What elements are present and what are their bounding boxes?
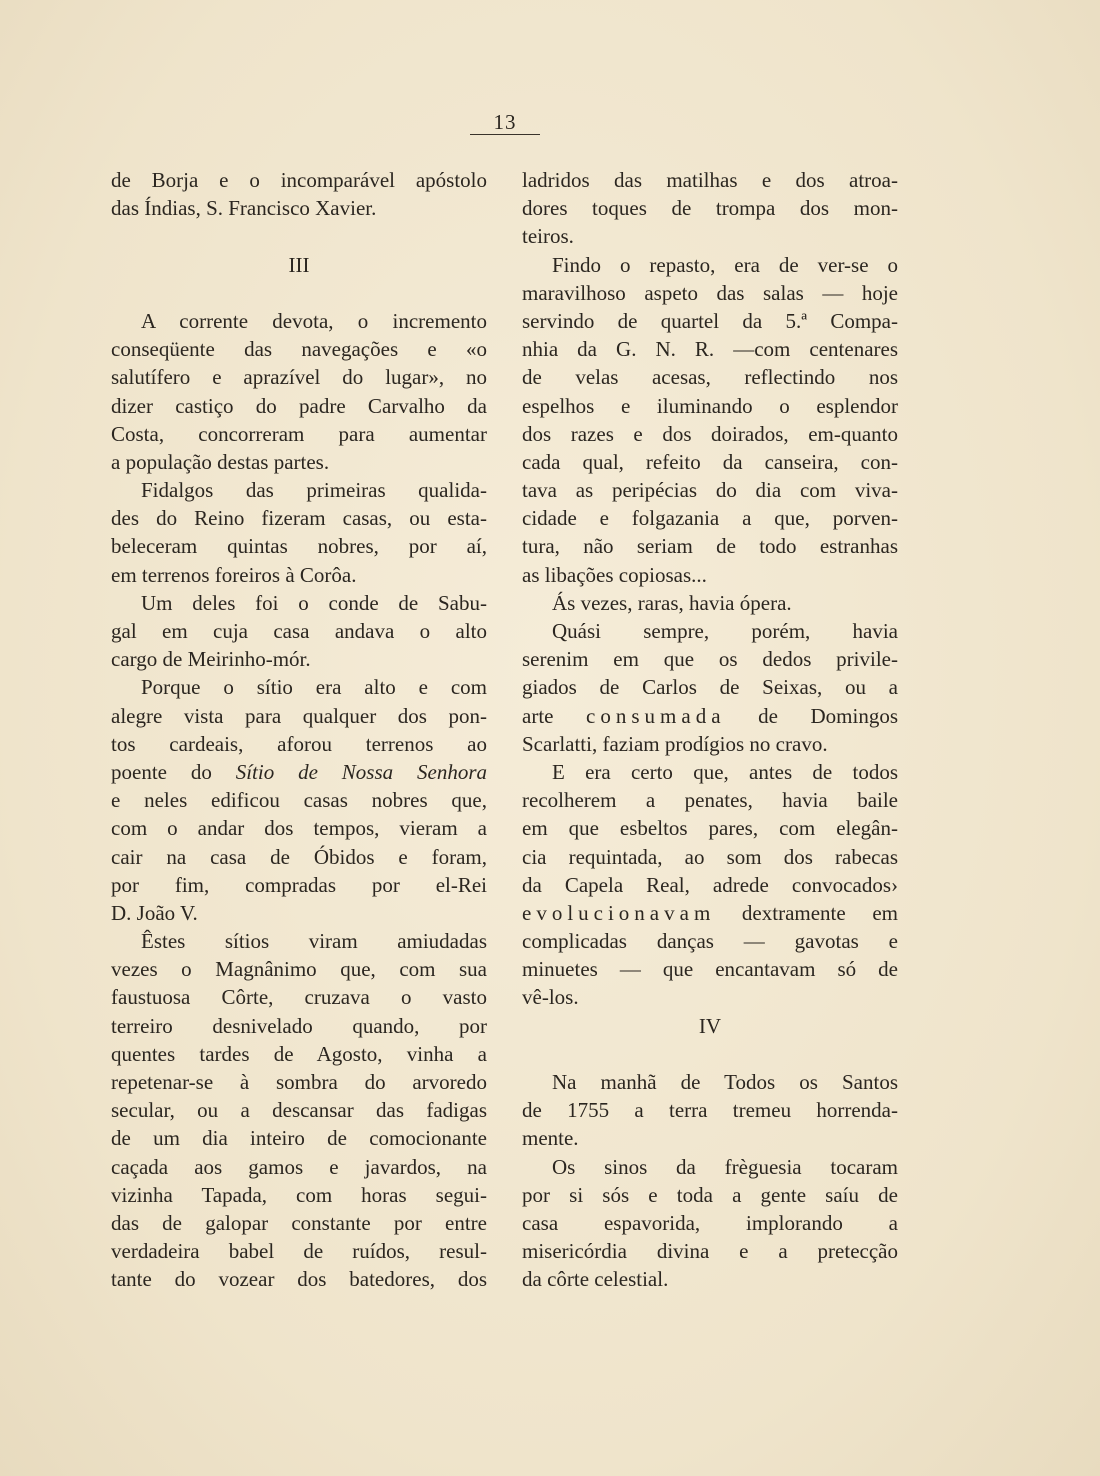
text-line: terreiro desnivelado quando, por bbox=[111, 1013, 487, 1038]
text-line: vizinha Tapada, com horas segui- bbox=[111, 1182, 487, 1207]
text-line: Findo o repasto, era de ver-se o bbox=[552, 252, 898, 277]
section-heading-iii: III bbox=[288, 252, 310, 277]
text-line: verdadeira babel de ruídos, resul- bbox=[111, 1239, 487, 1264]
text-line: por fim, compradas por el-Rei bbox=[111, 872, 487, 897]
text-line: tava as peripécias do dia com viva- bbox=[522, 478, 898, 503]
text-line: Um deles foi o conde de Sabu- bbox=[141, 590, 487, 615]
text-line: minuetes — que encantavam só de bbox=[522, 957, 898, 982]
text-line: Quási sempre, porém, havia bbox=[552, 619, 898, 643]
text-line: vê-los. bbox=[522, 985, 579, 1010]
text-segment: poente do bbox=[111, 759, 236, 784]
section-heading-iv: IV bbox=[698, 1013, 722, 1038]
text-line: quentes tardes de Agosto, vinha a bbox=[111, 1041, 487, 1066]
text-line: des do Reino fizeram casas, ou esta- bbox=[111, 506, 487, 531]
text-line: dizer castiço do padre Carvalho da bbox=[111, 393, 487, 418]
text-line: D. João V. bbox=[111, 900, 198, 925]
text-line: das Índias, S. Francisco Xavier. bbox=[111, 196, 377, 221]
text-line: beleceram quintas nobres, por aí, bbox=[111, 534, 487, 559]
text-line: faustuosa Côrte, cruzava o vasto bbox=[111, 985, 487, 1010]
blank-line bbox=[522, 1040, 898, 1068]
text-line: salutífero e aprazível do lugar», no bbox=[111, 365, 487, 390]
text-line: cair na casa de Óbidos e foram, bbox=[111, 844, 487, 869]
page-number: 13 bbox=[493, 110, 517, 134]
letterspaced-word: evolucionavam bbox=[522, 900, 716, 925]
text-line: vezes o Magnânimo que, com sua bbox=[111, 957, 487, 982]
text-line: em terrenos foreiros à Corôa. bbox=[111, 562, 357, 587]
text-line: Porque o sítio era alto e com bbox=[141, 675, 487, 700]
letterspaced-word: consumada bbox=[586, 703, 726, 728]
text-line: de Borja e o incomparável apóstolo bbox=[111, 168, 487, 192]
text-segment: de Domingos bbox=[725, 703, 898, 728]
text-line: tura, não seriam de todo estranhas bbox=[522, 534, 898, 559]
text-line: da Capela Real, adrede convocados› bbox=[522, 872, 898, 897]
text-line: da côrte celestial. bbox=[522, 1267, 669, 1292]
text-line: Ás vezes, raras, havia ópera. bbox=[552, 590, 792, 615]
text-line: nhia da G. N. R. —com centenares bbox=[522, 337, 898, 362]
text-line: Na manhã de Todos os Santos bbox=[552, 1070, 898, 1094]
text-line: conseqüente das navegações e «o bbox=[111, 337, 487, 362]
text-line: Costa, concorreram para aumentar bbox=[111, 421, 487, 446]
text-line: em que esbeltos pares, com elegân- bbox=[522, 816, 898, 841]
italic-place-name: Sítio de Nossa Senhora bbox=[235, 759, 487, 784]
text-line: a população destas partes. bbox=[111, 449, 330, 474]
blank-line bbox=[111, 222, 487, 250]
text-line: espelhos e iluminando o esplendor bbox=[522, 393, 898, 418]
text-line: A corrente devota, o incremento bbox=[141, 308, 487, 333]
text-line: com o andar dos tempos, vieram a bbox=[111, 816, 487, 841]
text-line: Os sinos da frèguesia tocaram bbox=[552, 1154, 898, 1179]
text-line: tos cardeais, aforou terrenos ao bbox=[111, 731, 487, 756]
text-segment: dextramente em bbox=[715, 900, 898, 925]
text-line-mixed bbox=[111, 758, 487, 786]
text-line: por si sós e toda a gente saíu de bbox=[522, 1182, 898, 1207]
text-line: serenim em que os dedos privile- bbox=[522, 647, 898, 672]
right-column bbox=[522, 166, 898, 1294]
text-line: servindo de quartel da 5.ª Compa- bbox=[522, 308, 898, 333]
text-line: misericórdia divina e a pretecção bbox=[522, 1239, 898, 1264]
text-line: complicadas danças — gavotas e bbox=[522, 929, 898, 954]
text-line: repetenar-se à sombra do arvoredo bbox=[111, 1070, 487, 1094]
text-line: dos razes e dos doirados, em-quanto bbox=[522, 421, 898, 446]
left-column bbox=[111, 166, 487, 1294]
text-line: Fidalgos das primeiras qualida- bbox=[141, 478, 487, 503]
text-line: Scarlatti, faziam prodígios no cravo. bbox=[522, 731, 828, 756]
text-line: E era certo que, antes de todos bbox=[552, 759, 898, 784]
text-line: cargo de Meirinho-mór. bbox=[111, 647, 311, 672]
text-line: de velas acesas, reflectindo nos bbox=[522, 365, 898, 390]
text-line: cia requintada, ao som dos rabecas bbox=[522, 844, 898, 869]
text-line: de um dia inteiro de comocionante bbox=[111, 1126, 487, 1151]
text-line: tante do vozear dos batedores, dos bbox=[111, 1267, 487, 1292]
text-line: dores toques de trompa dos mon- bbox=[522, 196, 898, 221]
text-line: giados de Carlos de Seixas, ou a bbox=[522, 675, 898, 700]
text-line: casa espavorida, implorando a bbox=[522, 1210, 898, 1235]
text-line: das de galopar constante por entre bbox=[111, 1210, 487, 1235]
text-line-mixed bbox=[522, 702, 898, 730]
text-line: cada qual, refeito da canseira, con- bbox=[522, 449, 898, 474]
text-line: gal em cuja casa andava o alto bbox=[111, 619, 487, 643]
text-line: e neles edificou casas nobres que, bbox=[111, 788, 487, 813]
text-line: teiros. bbox=[522, 224, 574, 249]
text-segment: arte bbox=[522, 703, 587, 728]
text-line: mente. bbox=[522, 1126, 579, 1151]
text-line: Êstes sítios viram amiudadas bbox=[141, 929, 487, 954]
text-line: de 1755 a terra tremeu horrenda- bbox=[522, 1098, 898, 1123]
text-line-mixed bbox=[522, 899, 898, 927]
blank-line bbox=[111, 279, 487, 307]
text-line: maravilhoso aspeto das salas — hoje bbox=[522, 280, 898, 305]
text-line: ladridos das matilhas e dos atroa- bbox=[522, 168, 898, 192]
page-number-rule bbox=[470, 134, 540, 135]
text-line: alegre vista para qualquer dos pon- bbox=[111, 703, 487, 728]
text-line: secular, ou a descansar das fadigas bbox=[111, 1098, 487, 1123]
text-line: cidade e folgazania a que, porven- bbox=[522, 506, 898, 531]
text-line: caçada aos gamos e javardos, na bbox=[111, 1154, 487, 1179]
text-line: as libações copiosas... bbox=[522, 562, 707, 587]
text-line: recolherem a penates, havia baile bbox=[522, 788, 898, 813]
